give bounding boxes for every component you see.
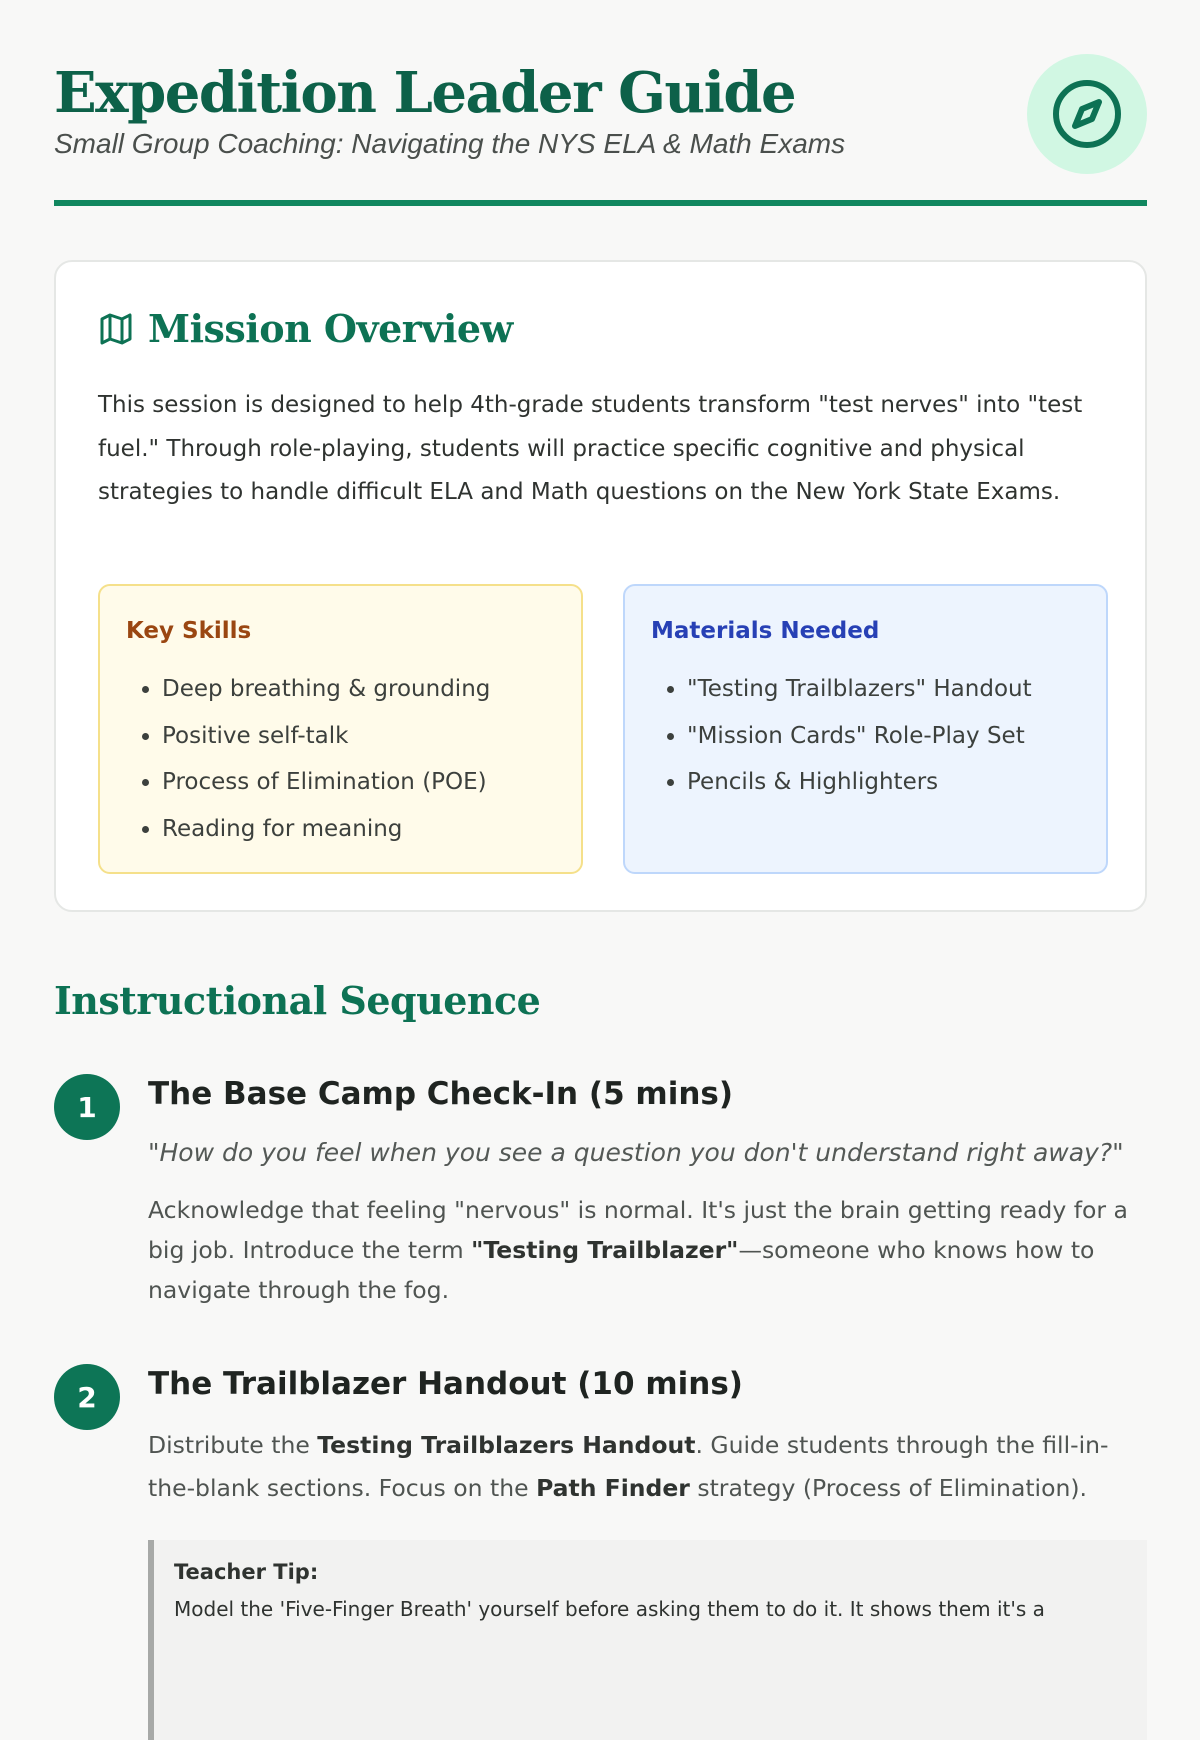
teacher-tip-text: Model the 'Five-Finger Breath' yourself before asking them to do it. It shows them it's a <box>174 1597 1045 1621</box>
page-subtitle: Small Group Coaching: Navigating the NYS ELA & Math Exams <box>54 128 846 159</box>
step-body-text: Distribute the <box>148 1431 318 1459</box>
mission-heading <box>98 306 513 351</box>
list-item: • Deep breathing & grounding <box>162 666 490 713</box>
step-number-badge: 2 <box>54 1364 120 1430</box>
step-number-badge: 1 <box>54 1074 120 1140</box>
step-title: The Trailblazer Handout (10 mins) <box>148 1366 743 1402</box>
step-body <box>148 1424 1148 1510</box>
list-item: • "Testing Trailblazers" Handout <box>687 666 1032 713</box>
teacher-tip-box <box>148 1540 1147 1740</box>
compass-icon <box>1049 76 1125 152</box>
header <box>54 52 1147 206</box>
key-skills-heading: Key Skills <box>126 618 252 644</box>
teacher-tip-label: Teacher Tip: <box>174 1560 319 1584</box>
list-item: • Reading for meaning <box>162 806 490 853</box>
materials-heading: Materials Needed <box>651 618 880 644</box>
step-body-bold: Path Finder <box>536 1474 690 1502</box>
step-body-text: —someone who knows how to navigate through the fog. <box>148 1236 1095 1304</box>
step-body-text: strategy (Process of Elimination). <box>689 1474 1087 1502</box>
sequence-heading: Instructional Sequence <box>54 978 541 1023</box>
list-item: • Pencils & Highlighters <box>687 759 1032 806</box>
step-body <box>148 1190 1148 1310</box>
step-quote: "How do you feel when you see a question you don't understand right away?" <box>148 1138 1124 1167</box>
mission-overview-card <box>54 260 1147 912</box>
key-skills-box <box>98 584 583 874</box>
materials-box <box>623 584 1108 874</box>
key-skills-list <box>126 666 490 852</box>
list-item: • Process of Elimination (POE) <box>162 759 490 806</box>
step-body-text: . Guide students through the fill-in-the-blank sections. Focus on the <box>148 1431 1109 1502</box>
list-item: • "Mission Cards" Role-Play Set <box>687 713 1032 760</box>
mission-overview-text: This session is designed to help 4th-grade students transform "test nerves" into "test fuel." Through role-playing, students will practice specific cognitive and physical strategies to handle difficult ELA and Math questions on the New York State Exams. <box>98 392 1083 505</box>
step-body-bold: "Testing Trailblazer" <box>471 1236 739 1264</box>
compass-badge <box>1027 54 1147 174</box>
step-body-text: Acknowledge that feeling "nervous" is normal. It's just the brain getting ready for a big job. Introduce the term <box>148 1196 1128 1264</box>
step-body-bold: Testing Trailblazers Handout <box>317 1431 696 1459</box>
step-1 <box>54 1074 1147 1314</box>
mission-heading-text: Mission Overview <box>148 306 513 351</box>
map-icon <box>98 311 134 347</box>
step-2 <box>54 1364 1147 1621</box>
header-divider <box>54 200 1147 206</box>
list-item: • Positive self-talk <box>162 713 490 760</box>
step-title: The Base Camp Check-In (5 mins) <box>148 1076 734 1112</box>
page-title: Expedition Leader Guide <box>54 60 796 126</box>
materials-list <box>651 666 1032 806</box>
